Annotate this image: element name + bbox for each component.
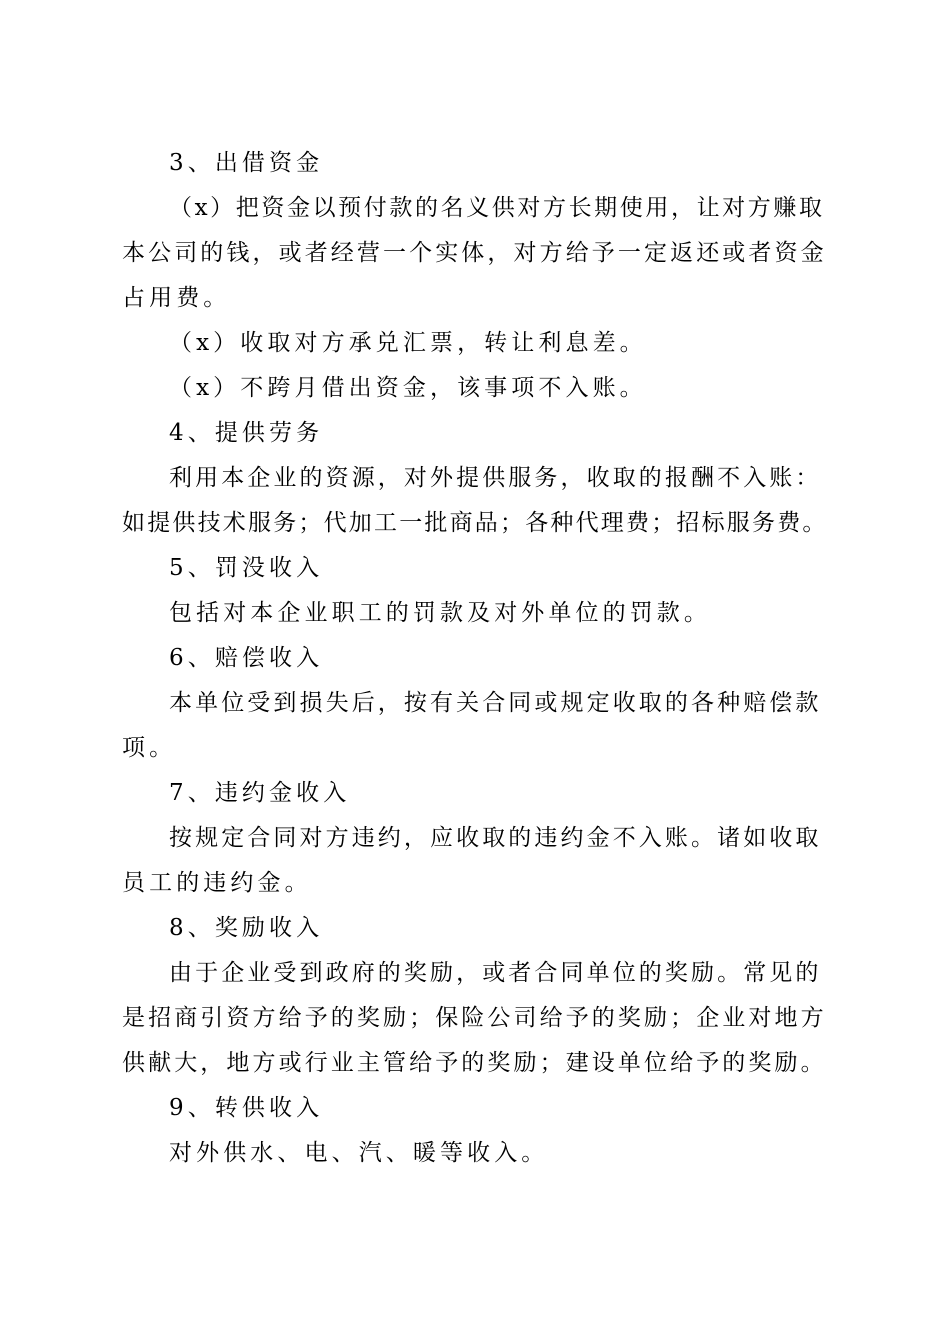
paragraph-line: 项。 xyxy=(122,735,177,761)
paragraph-line: 供献大，地方或行业主管给予的奖励；建设单位给予的奖励。 xyxy=(122,1050,827,1076)
section-heading-7: 7、违约金收入 xyxy=(169,780,351,806)
paragraph-line: 如提供技术服务；代加工一批商品；各种代理费；招标服务费。 xyxy=(122,510,828,536)
section-heading-6: 6、赔偿收入 xyxy=(169,645,324,671)
paragraph-line: （x）不跨月借出资金，该事项不入账。 xyxy=(169,375,647,401)
paragraph-line: （x）收取对方承兑汇票，转让利息差。 xyxy=(169,330,647,356)
document-body xyxy=(122,141,828,1176)
section-heading-9: 9、转供收入 xyxy=(169,1095,324,1121)
section-heading-3: 3、出借资金 xyxy=(169,150,324,176)
paragraph-line: 对外供水、电、汽、暖等收入。 xyxy=(169,1140,549,1166)
section-heading-8: 8、奖励收入 xyxy=(169,915,324,941)
paragraph-line: 是招商引资方给予的奖励；保险公司给予的奖励；企业对地方 xyxy=(122,1005,827,1031)
section-heading-5: 5、罚没收入 xyxy=(169,555,324,581)
paragraph-line: 由于企业受到政府的奖励，或者合同单位的奖励。常见的 xyxy=(169,960,822,986)
paragraph-line: （x）把资金以预付款的名义供对方长期使用，让对方赚取 xyxy=(169,195,825,221)
paragraph-line: 占用费。 xyxy=(122,285,231,311)
paragraph-line: 利用本企业的资源，对外提供服务，收取的报酬不入账： xyxy=(169,465,822,491)
paragraph-line: 按规定合同对方违约，应收取的违约金不入账。诸如收取 xyxy=(169,825,822,851)
paragraph-line: 本单位受到损失后，按有关合同或规定收取的各种赔偿款 xyxy=(169,690,822,716)
paragraph-line: 本公司的钱，或者经营一个实体，对方给予一定返还或者资金 xyxy=(122,240,827,266)
paragraph-line: 员工的违约金。 xyxy=(122,870,312,896)
paragraph-line: 包括对本企业职工的罚款及对外单位的罚款。 xyxy=(169,600,711,626)
section-heading-4: 4、提供劳务 xyxy=(169,420,324,446)
